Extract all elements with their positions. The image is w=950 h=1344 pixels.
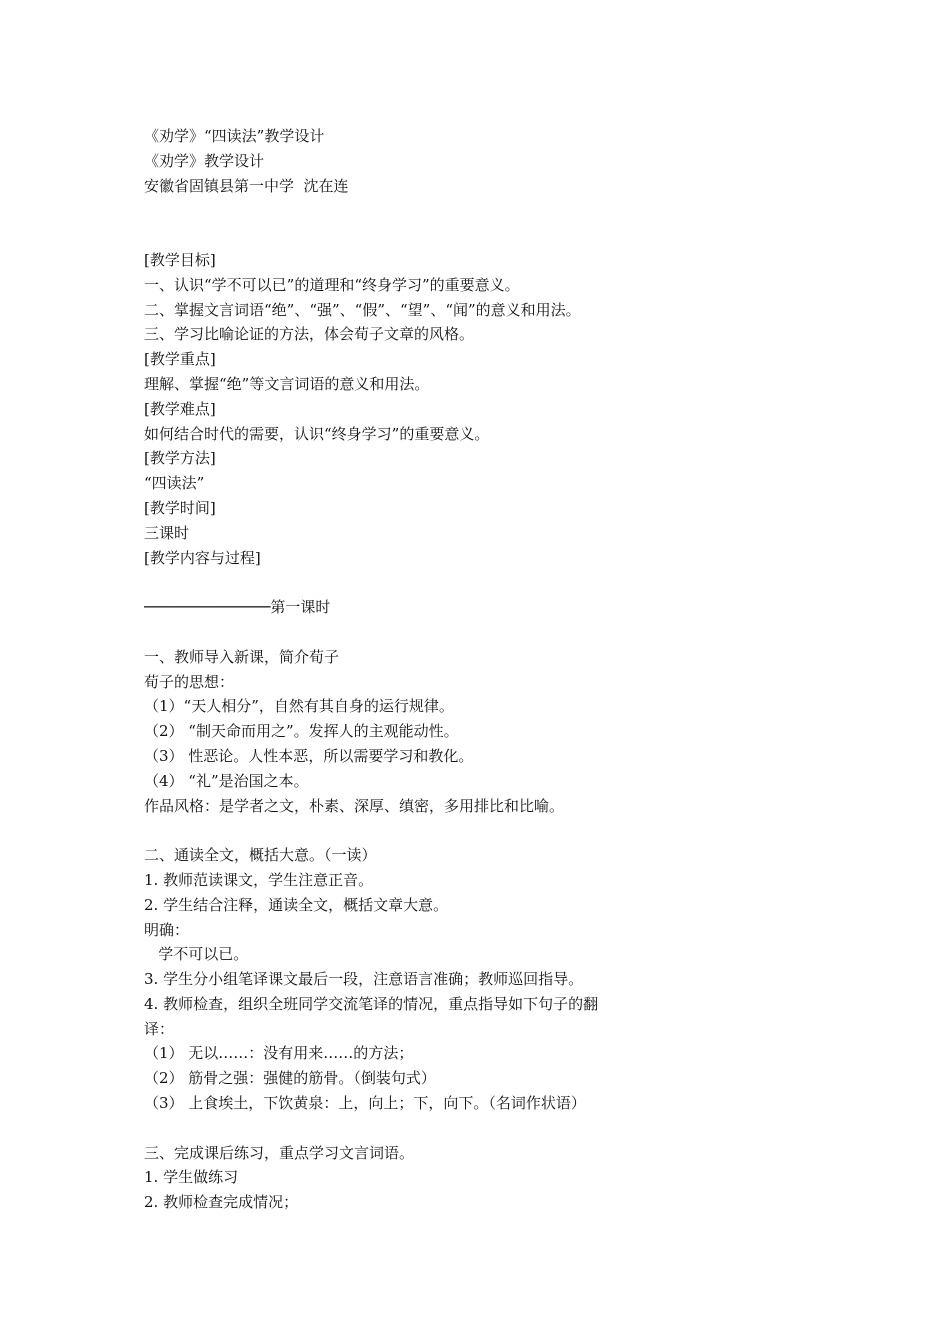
spacer [144,1116,824,1141]
sentence-item: （2） 筋骨之强：强健的筋骨。（倒装句式） [144,1069,436,1088]
author-line: 安徽省固镇县第一中学 沈在连 [144,176,349,195]
sentence-item: （3） 上食埃土，下饮黄泉：上，向上；下，向下。（名词作状语） [144,1094,586,1113]
method-text: “四读法” [144,474,205,493]
objective-item: 二、掌握文言词语“绝”、“强”、“假”、“望”、“闻”的意义和用法。 [144,300,581,319]
difficulty-text: 如何结合时代的需要，认识“终身学习”的重要意义。 [144,424,490,443]
part3-title: 三、完成课后练习，重点学习文言词语。 [144,1143,415,1162]
spacer [144,620,824,645]
thought-item: （3） 性恶论。人性本恶，所以需要学习和教化。 [144,746,474,765]
clarify-label: 明确： [144,920,190,939]
time-heading: [教学时间] [144,498,216,517]
step-item: 2. 教师检查完成情况； [144,1193,299,1212]
step-item: 2. 学生结合注释，通读全文，概括文章大意。 [144,895,449,914]
objective-item: 三、学习比喻论证的方法，体会荀子文章的风格。 [144,325,475,344]
objective-item: 一、认识“学不可以已”的道理和“终身学习”的重要意义。 [144,275,520,294]
step-item: 1. 学生做练习 [144,1168,239,1187]
process-heading: [教学内容与过程] [144,548,261,567]
spacer [144,570,824,595]
focus-heading: [教学重点] [144,350,216,369]
thought-item: （4） “礼”是治国之本。 [144,771,309,790]
step-item: 1. 教师范读课文，学生注意正音。 [144,870,374,889]
style-text: 作品风格：是学者之文，朴素、深厚、缜密，多用排比和比喻。 [144,796,565,815]
document-subtitle: 《劝学》教学设计 [144,151,265,170]
step-item: 译： [144,1019,175,1038]
part1-subtitle: 荀子的思想： [144,672,235,691]
thought-item: （1）“天人相分”，自然有其自身的运行规律。 [144,697,454,716]
step-item: 3. 学生分小组笔译课文最后一段，注意语言准确；教师巡回指导。 [144,970,584,989]
document-body [144,124,824,1215]
part1-title: 一、教师导入新课，简介荀子 [144,647,340,666]
sentence-item: （1） 无以……：没有用来……的方法； [144,1044,414,1063]
step-item: 4. 教师检查，组织全班同学交流笔译的情况，重点指导如下句子的翻 [144,994,599,1013]
spacer [144,818,824,843]
lesson-divider: ──────────────第一课时 [144,598,331,617]
thought-item: （2） “制天命而用之”。发挥人的主观能动性。 [144,722,459,741]
spacer [144,198,824,248]
clarify-text: 学不可以已。 [144,945,249,964]
method-heading: [教学方法] [144,449,216,468]
time-text: 三课时 [144,523,190,542]
part2-title: 二、通读全文，概括大意。（一读） [144,846,377,865]
focus-text: 理解、掌握“绝”等文言词语的意义和用法。 [144,374,430,393]
difficulty-heading: [教学难点] [144,399,216,418]
objectives-heading: [教学目标] [144,250,216,269]
document-title: 《劝学》“四读法”教学设计 [144,127,325,145]
